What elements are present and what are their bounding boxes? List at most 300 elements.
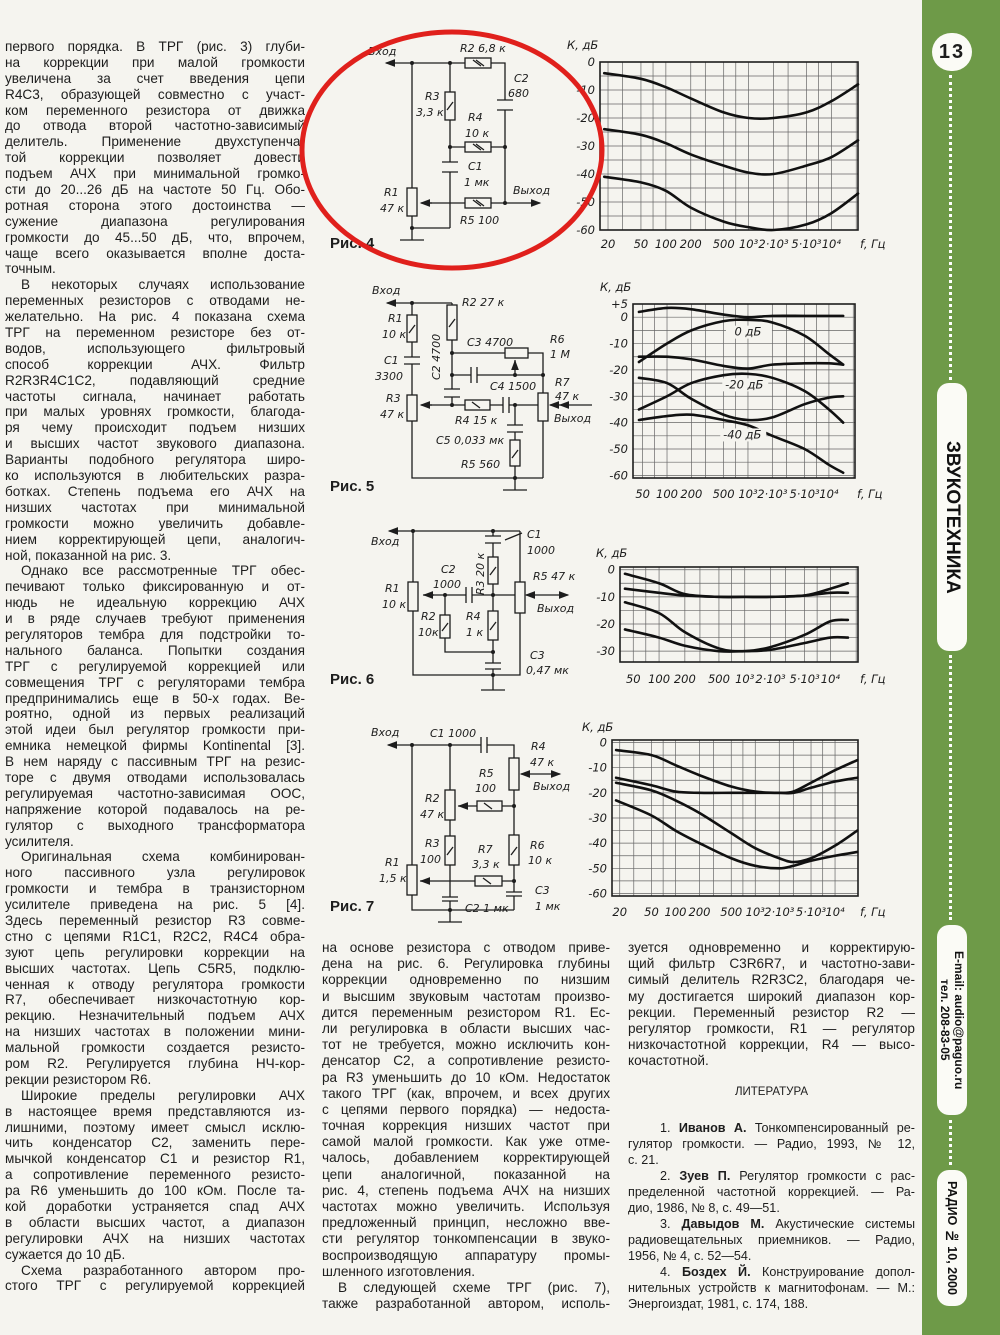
text-line: Широкие пределы регулировки АЧХ xyxy=(21,1087,305,1103)
y-tick-label: -20 xyxy=(588,785,607,800)
reference-author: Иванов А. xyxy=(678,1121,747,1135)
text-line: ботках. Степень подъема его АЧХ на xyxy=(5,483,305,499)
y-tick-label: -40 xyxy=(609,415,628,430)
text-line: той коррекции позволяет довести xyxy=(5,150,305,166)
y-axis-label: К, дБ xyxy=(567,38,599,52)
text-line: первого порядка. В ТРГ (рис. 3) глуби- xyxy=(5,39,305,54)
label: C1 xyxy=(527,528,542,541)
reference-number: 4. xyxy=(660,1265,671,1279)
text-line: В некоторых случаях использование xyxy=(21,277,305,293)
text-line: му достигается широкий диапазон кор- xyxy=(628,988,915,1004)
text-line: сужается до 10 дБ. xyxy=(5,1246,126,1262)
text-line: зуют цепь регулировки коррекции на xyxy=(5,944,305,960)
x-tick-label: 2·10³ xyxy=(755,672,786,686)
dotted-divider xyxy=(949,1120,952,1165)
text-line: денсатор C2, а сопротивление резисто- xyxy=(322,1053,610,1069)
label: C4 1500 xyxy=(490,380,537,393)
label: 1,5 к xyxy=(379,872,407,885)
issue-label xyxy=(937,1170,967,1306)
text-line: рекции резистором R6. xyxy=(5,1071,152,1087)
y-tick-label: -20 xyxy=(576,111,595,125)
text-line: на низших частотах в положении мини- xyxy=(5,1024,305,1040)
x-tick-label: 100 xyxy=(648,672,671,686)
label: Вход xyxy=(372,284,401,297)
reference-number: 1. xyxy=(660,1121,671,1135)
label: 47 к xyxy=(555,390,580,403)
text-line: ко используются в любительских разра- xyxy=(5,468,305,484)
label: Выход xyxy=(513,184,551,197)
y-tick-label: 0 xyxy=(587,55,595,69)
text-line: ченная к отводу регулятора громкости xyxy=(5,976,305,992)
text-line: Однако все рассмотренные ТРГ обес- xyxy=(21,563,305,579)
label: R4 xyxy=(466,610,481,623)
label: 1 к xyxy=(466,626,484,639)
text-line: низших частотах при минимальной xyxy=(5,499,305,515)
x-tick-label: 100 xyxy=(664,905,687,919)
text-line: предложенный принцип, несложно вве- xyxy=(322,1215,610,1231)
x-tick-label: 500 xyxy=(712,237,735,251)
text-line: делитель. Применение двухступенча- xyxy=(5,134,305,150)
reference-author: Боздех Й. xyxy=(681,1265,751,1279)
x-tick-label: 50 xyxy=(644,905,659,919)
x-tick-label: 50 xyxy=(625,672,641,686)
x-tick-label: 10⁴ xyxy=(821,237,841,251)
x-tick-label: 200 xyxy=(679,237,702,251)
text-line: увеличена за счет введения цепи xyxy=(5,70,305,86)
label: R5 560 xyxy=(461,458,501,471)
figure-caption: Рис. 4 xyxy=(330,235,375,252)
y-tick-label: -20 xyxy=(596,617,615,631)
label: R1 xyxy=(385,856,400,869)
text-line: Здесь переменный резистор R3 совме- xyxy=(5,912,305,928)
label: 3,3 к xyxy=(416,106,444,119)
text-line: рекции. Переменный резистор R2 — xyxy=(628,1004,915,1020)
label: R2 27 к xyxy=(462,296,505,309)
schematic-fig7 xyxy=(330,726,570,922)
text-line: ра R3 уменьшить до 10 кОм. Недостаток xyxy=(322,1069,610,1085)
text-line: желательно. На рис. 4 показана схема xyxy=(5,309,305,325)
text-line: рекцию. Незначительный подъем АЧХ xyxy=(5,1008,305,1024)
label: C2 xyxy=(441,563,456,576)
label: C1 xyxy=(468,160,483,173)
text-line: мальной громкости создается резисто- xyxy=(5,1040,305,1056)
text-line: частоты сигнала, начинает работать xyxy=(5,388,305,404)
label: 1 М xyxy=(550,348,570,361)
label: 1 мк xyxy=(535,900,561,913)
label: 100 xyxy=(420,853,441,866)
label: Вход xyxy=(371,726,400,739)
chart-1 xyxy=(600,280,883,501)
label: 10 к xyxy=(382,598,407,611)
label: 10к xyxy=(418,626,439,639)
label: Вход xyxy=(371,535,400,548)
text-line: также разработанной автором, исполь- xyxy=(322,1296,610,1312)
reference-line: нительных устройств к магнитофонам. — М.: xyxy=(628,1281,915,1295)
x-tick-label: 10³ xyxy=(745,905,765,919)
text-line: дена на рис. 6. Регулировка глубины xyxy=(322,956,610,972)
text-line: торе с двумя отводами использовалась xyxy=(5,769,305,785)
section-text: ЗВУКОТЕХНИКА xyxy=(942,440,963,594)
label: C2 xyxy=(514,72,529,85)
x-tick-label: 10³ xyxy=(738,237,759,251)
section-label xyxy=(937,383,967,651)
text-line: до отвода второй частотно-зависимый xyxy=(5,118,305,134)
label: C2 1 мк xyxy=(465,902,509,915)
series-curve-2 xyxy=(604,129,858,174)
x-tick-label: 2·10³ xyxy=(758,237,789,251)
label: C3 xyxy=(535,884,550,897)
text-line: способ коррекции АЧХ. Фильтр xyxy=(5,356,305,372)
label: 10 к xyxy=(465,127,490,140)
contact-label xyxy=(937,925,967,1115)
y-tick-label: -50 xyxy=(588,861,607,876)
x-tick-label: 5·10³ xyxy=(795,905,827,919)
x-tick-label: 200 xyxy=(680,487,703,501)
x-axis-label: f, Гц xyxy=(857,487,883,501)
label: Выход xyxy=(554,412,592,425)
series-curve-3 xyxy=(639,357,843,369)
reference-line: гулятор громкости. — Радио, 1993, № 12, xyxy=(628,1137,915,1151)
text-line: ного пассивного узла регулировок xyxy=(5,865,305,881)
text-line: В нем наряду с пассивным ТРГ на резис- xyxy=(5,754,305,770)
x-tick-label: 2·10³ xyxy=(757,487,788,501)
label: 47 к xyxy=(380,202,405,215)
text-line: ТРГ на переменном резисторе без от- xyxy=(5,325,305,341)
text-line: регулятор громкости, R1 — регулятор xyxy=(628,1020,915,1036)
label: R2 6,8 к xyxy=(460,42,506,55)
label: C1 xyxy=(384,354,399,367)
figure-caption: Рис. 5 xyxy=(330,478,375,495)
reference-line: 1956, № 4, с. 52—54. xyxy=(628,1249,752,1263)
label: R5 xyxy=(479,767,494,780)
x-tick-label: 20 xyxy=(612,905,628,919)
text-line: Оригинальная схема комбинирован- xyxy=(21,849,305,865)
text-line: ра R6 уменьшить до 100 кОм. После та- xyxy=(5,1183,305,1199)
label: C5 0,033 мк xyxy=(436,434,505,447)
text-line: гулятор с выходного трансформатора xyxy=(5,817,305,833)
text-line: коррекции одновременно по низшим xyxy=(322,972,610,988)
text-line: рис. 4, степень подъема АЧХ на низших xyxy=(322,1182,610,1198)
y-tick-label: +5 xyxy=(611,297,628,311)
text-line: сти до 20...26 дБ на частоте 50 Гц. Обо- xyxy=(5,182,305,198)
text-line: в области высших частот, а диапазон xyxy=(5,1214,305,1230)
text-line: ря чему происходит подъем низших xyxy=(5,420,305,436)
x-axis-label: f, Гц xyxy=(860,237,886,251)
text-line: дится переменным резистором R1. Ес- xyxy=(322,1004,610,1020)
text-line: Варианты подобного регулятора широ- xyxy=(5,452,305,468)
y-tick-label: -30 xyxy=(576,139,595,153)
label: 1000 xyxy=(433,578,461,591)
x-tick-label: 500 xyxy=(720,905,743,919)
text-line: В следующей схеме ТРГ (рис. 7), xyxy=(338,1279,610,1295)
text-line: совмещения ТРГ с регуляторами тембра xyxy=(5,674,305,690)
charts xyxy=(567,38,886,919)
text-line: чить конденсатор C2, заменить пере- xyxy=(5,1135,305,1151)
text-line: переменных резисторов с отводами не- xyxy=(5,293,305,309)
label: C3 xyxy=(530,649,545,662)
chart-3 xyxy=(582,720,886,919)
x-tick-label: 100 xyxy=(656,487,678,501)
label: R4 15 к xyxy=(455,414,498,427)
dotted-divider xyxy=(949,655,952,920)
series-curve-3 xyxy=(604,177,858,230)
label: R6 xyxy=(550,333,565,346)
text-line: роятно, одной из первых реализаций xyxy=(5,706,305,722)
x-tick-label: 200 xyxy=(688,905,711,919)
text-line: подъем АЧХ при минимальной громко- xyxy=(5,166,305,182)
figure-caption: Рис. 7 xyxy=(330,898,375,915)
text-line: предпринимались еще в 50-х годах. Ве- xyxy=(5,690,305,706)
chart-0 xyxy=(567,38,886,251)
label: R1 xyxy=(388,312,403,325)
chart-2 xyxy=(596,546,886,686)
x-tick-label: 10³ xyxy=(735,672,755,686)
y-tick-label: -30 xyxy=(609,389,628,404)
label: R7 xyxy=(478,843,493,856)
label: 100 xyxy=(475,782,496,795)
x-tick-label: 10³ xyxy=(738,487,758,501)
sidebar xyxy=(922,0,1000,1335)
label: R1 xyxy=(384,186,399,199)
text-line: ной, показанной на рис. 3. xyxy=(5,547,172,563)
text-line: и в ряде случаев требуют применения xyxy=(5,611,305,627)
y-tick-label: -10 xyxy=(588,760,607,775)
label: 3300 xyxy=(375,370,403,383)
text-line: кой доработки устраняется спад АЧХ xyxy=(5,1199,305,1215)
text-line: громкости и тембра в транзисторном xyxy=(5,881,305,897)
label: C1 1000 xyxy=(430,727,477,740)
text-line: R4C3, образующей совместно с участ- xyxy=(5,86,305,102)
text-line: ли регулировка в области высших час- xyxy=(322,1020,610,1036)
text-line: печивают только фиксированную и от- xyxy=(5,579,305,595)
text-line: в настоящее время представляются из- xyxy=(5,1103,305,1119)
x-tick-label: 500 xyxy=(712,487,735,501)
text-line: низкочастотной коррекции, R4 — высо- xyxy=(628,1037,915,1053)
reference-number: 2. xyxy=(660,1169,671,1183)
reference-text: Регулятор громкости с рас- xyxy=(739,1169,915,1183)
y-tick-label: -10 xyxy=(576,83,595,97)
text-line: этой идеи был регулятор громкости при- xyxy=(5,722,305,738)
label: Выход xyxy=(533,780,571,793)
y-axis-label: К, дБ xyxy=(596,546,628,560)
label: C2 4700 xyxy=(430,333,443,380)
y-tick-label: -40 xyxy=(588,836,607,851)
x-tick-label: 5·10³ xyxy=(789,487,820,501)
text-line: регулируемая частотно-зависимая ООС, xyxy=(5,785,305,801)
text-line: усилителя. xyxy=(5,833,74,849)
text-line: зуется одновременно и корректирую- xyxy=(628,940,915,955)
reference-text: Конструирование допол- xyxy=(762,1265,915,1279)
text-line: кочастотной. xyxy=(628,1053,709,1069)
text-line: ром R2. Регулируется глубина НЧ-кор- xyxy=(5,1056,305,1071)
x-tick-label: 10⁴ xyxy=(825,905,845,919)
reference-author: Давыдов М. xyxy=(681,1217,765,1231)
x-axis-label: f, Гц xyxy=(860,672,886,686)
text-line: R2R3R4C1C2, подавляющий средние xyxy=(5,372,305,388)
y-tick-label: 0 xyxy=(607,562,615,577)
label: R2 xyxy=(425,792,440,805)
text-line: сти регулятор тонкомпенсации в звуко- xyxy=(322,1231,610,1247)
x-tick-label: 5·10³ xyxy=(789,672,820,686)
y-tick-label: -60 xyxy=(609,468,628,483)
y-tick-label: -40 xyxy=(576,167,595,181)
x-tick-label: 50 xyxy=(633,237,649,251)
x-tick-label: 20 xyxy=(600,237,616,251)
label: R3 xyxy=(425,837,440,850)
x-tick-label: 2·10³ xyxy=(764,905,795,919)
reference-author: Зуев П. xyxy=(679,1169,731,1183)
text-line: тот не требуется, можно исключить кон- xyxy=(322,1037,610,1053)
x-tick-label: 5·10³ xyxy=(791,237,822,251)
y-tick-label: -20 xyxy=(609,362,628,377)
label: R5 47 к xyxy=(533,570,576,583)
label: C3 4700 xyxy=(467,336,514,349)
label: R5 100 xyxy=(460,214,500,227)
y-tick-label: -30 xyxy=(596,644,615,659)
label: R2 xyxy=(421,610,436,623)
reference-text: Тонкомпенсированный ре- xyxy=(754,1121,915,1135)
text-line: усилителе приведена на рис. 5 [4]. xyxy=(5,897,305,913)
x-tick-label: 10⁴ xyxy=(819,487,839,501)
x-tick-label: 100 xyxy=(654,237,677,251)
label: R6 xyxy=(530,839,545,852)
literature-title: ЛИТЕРАТУРА xyxy=(734,1086,809,1098)
label: 1000 xyxy=(527,544,555,557)
y-tick-label: -50 xyxy=(576,195,595,209)
text-line: самой малой громкости. Как уже отме- xyxy=(322,1134,610,1150)
x-tick-label: 10⁴ xyxy=(820,672,841,686)
text-line: мычкой конденсатор C1 и резистор R1, xyxy=(5,1151,305,1167)
text-line: регуляторов тембра для подстройки то- xyxy=(5,626,305,642)
curve-annotation: -40 дБ xyxy=(723,427,762,442)
text-line: частотах можно увеличить. Используя xyxy=(322,1199,610,1214)
reference-line: Энергоиздат, 1981, с. 174, 188. xyxy=(628,1297,809,1311)
text-line: R7, обеспечивает низкочастотную кор- xyxy=(5,992,305,1008)
text-line: симый делитель R2R3C2, благодаря че- xyxy=(628,972,915,988)
text-line: точным. xyxy=(5,261,56,277)
series-curve-1 xyxy=(604,73,858,119)
label: R3 20 к xyxy=(474,552,487,595)
y-axis-label: К, дБ xyxy=(582,720,614,734)
label: R7 xyxy=(555,376,570,389)
text-line: ТРГ с регулируемой коррекцией или xyxy=(5,658,305,674)
text-line: чалось, добавлением корректирующей xyxy=(322,1150,610,1166)
y-axis-label: К, дБ xyxy=(600,280,632,294)
text-line: лишними, поэтому имеет смысл исклю- xyxy=(5,1119,305,1135)
figure-caption: Рис. 6 xyxy=(330,671,375,688)
page-number: 13 xyxy=(932,33,972,71)
text-line: и высшим звуковым частотам произво- xyxy=(322,988,610,1004)
label: R4 xyxy=(531,740,546,753)
reference-line: пределенной частотной коррекцией. — Ра- xyxy=(628,1185,915,1199)
x-tick-label: 500 xyxy=(707,672,730,686)
label: R3 xyxy=(386,392,401,405)
text-line: точная коррекция низших частот при xyxy=(322,1118,610,1134)
text-line: при малых уровнях громкости, благода- xyxy=(5,404,305,420)
series-curve-4 xyxy=(625,629,848,651)
text-line: на основе резистора с отводом приве- xyxy=(322,940,610,955)
series-curve-6 xyxy=(639,415,843,473)
text-line: регулировки АЧХ на низших частотах xyxy=(5,1230,305,1246)
text-line: ком переменного резистора от движка xyxy=(5,102,305,118)
text-line: напряжение которой подавалось на ре- xyxy=(5,801,305,817)
reference-line: с. 21. xyxy=(628,1153,659,1167)
label: 3,3 к xyxy=(472,858,500,871)
label: R3 xyxy=(425,90,440,103)
x-axis-label: f, Гц xyxy=(860,905,886,919)
label: R4 xyxy=(468,111,483,124)
text-line: на коррекции при малой громкости xyxy=(5,54,305,70)
text-line: громкости до 45...50 дБ, что, впрочем, xyxy=(5,229,305,245)
dotted-divider xyxy=(949,75,952,380)
text-line: стно с цепями R1C1, R2C2, R4C4 обра- xyxy=(5,928,305,944)
text-line: шленного изготовления. xyxy=(322,1263,475,1279)
text-line: нием корректирующей цепи, аналогич- xyxy=(5,531,305,547)
x-tick-label: 200 xyxy=(673,672,696,686)
x-tick-label: 50 xyxy=(635,487,650,501)
label: 1 мк xyxy=(464,176,490,189)
label: 47 к xyxy=(420,808,445,821)
text-line: чаще всего оказывается вполне доста- xyxy=(5,245,305,261)
text-line: водов, использующего фильтровый xyxy=(5,340,305,356)
schematic-fig5 xyxy=(330,284,592,495)
label: 47 к xyxy=(380,408,405,421)
y-tick-label: 0 xyxy=(620,310,628,325)
text-line: громкости можно увеличить добавле- xyxy=(5,515,305,531)
issue-text: РАДИО № 10, 2000 xyxy=(945,1181,959,1295)
series-curve-3 xyxy=(616,783,857,862)
reference-number: 3. xyxy=(660,1217,671,1231)
y-tick-label: -10 xyxy=(609,336,628,351)
curve-annotation: -20 дБ xyxy=(725,377,764,392)
text-line: щий фильтр C3R6R7, и частотно-зави- xyxy=(628,956,915,972)
email-text: E-mail: audio@paguo.ru xyxy=(952,950,966,1090)
label: Вход xyxy=(368,45,397,58)
text-line: сужение диапазона регулирования xyxy=(5,213,305,229)
text-line: и высших частот звукового диапазона. xyxy=(5,436,305,452)
text-line: ротная сторона этого достоинства — xyxy=(5,197,305,213)
label: 10 к xyxy=(528,854,553,867)
y-tick-label: -30 xyxy=(588,811,607,825)
text-line: высших частотах. Цепь C5R5, подклю- xyxy=(5,960,305,976)
text-line: стого ТРГ с регулируемой коррекцией xyxy=(5,1278,305,1294)
series-curve-4 xyxy=(616,800,857,868)
schematic-fig4 xyxy=(330,42,550,252)
label: 47 к xyxy=(530,756,555,769)
y-tick-label: -60 xyxy=(588,886,607,901)
label: 10 к xyxy=(382,328,407,341)
reference-line: дио, 1986, № 8, с. 49—51. xyxy=(628,1201,780,1215)
series-curve-1 xyxy=(639,308,843,317)
text-line: с цепями первого порядка) — недоста- xyxy=(322,1101,610,1117)
y-tick-label: 0 xyxy=(599,735,607,750)
label: R1 xyxy=(385,582,400,595)
text-line: нюдь не идеальную коррекцию АЧХ xyxy=(5,595,305,611)
label: Выход xyxy=(537,602,575,615)
text-line: Схема разработанного автором про- xyxy=(21,1262,305,1278)
y-tick-label: -50 xyxy=(609,442,628,456)
schematic-fig6 xyxy=(330,528,576,690)
text-line: нального баланса. Попытки создания xyxy=(5,642,305,658)
phone-text: тел. 208-83-05 xyxy=(938,979,952,1061)
label: 0,47 мк xyxy=(526,664,569,677)
y-tick-label: -60 xyxy=(576,223,595,237)
curve-annotation: 0 дБ xyxy=(734,324,762,339)
y-tick-label: -10 xyxy=(596,589,615,604)
text-line: такого ТРГ (как, впрочем, и всех других xyxy=(322,1085,610,1101)
text-line: емника немецкой фирмы Kontinental [3]. xyxy=(5,738,305,754)
text-line: а сопротивление переменного резисто- xyxy=(5,1167,305,1183)
